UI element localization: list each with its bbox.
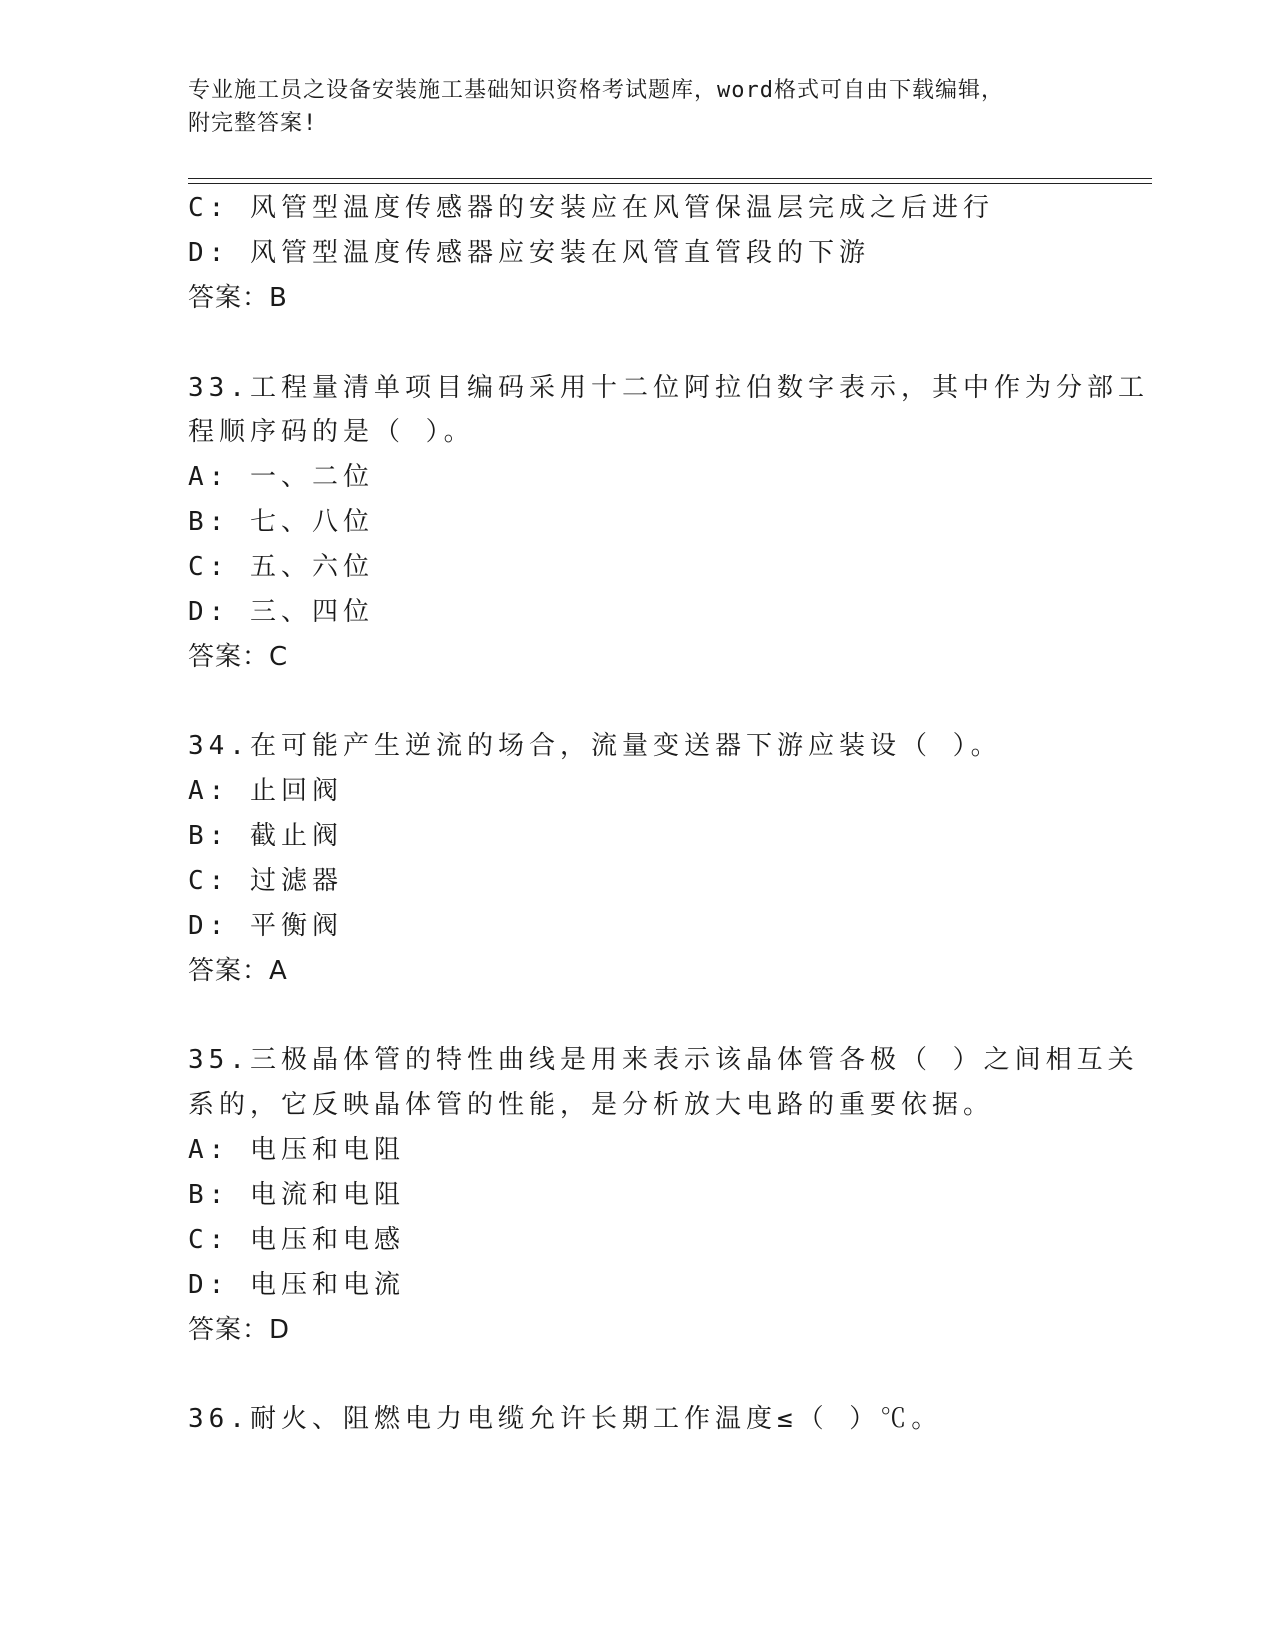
q34-option-b: B: 截止阀	[188, 821, 343, 851]
document-header	[188, 74, 1068, 140]
q33-option-b: B: 七、八位	[188, 507, 374, 537]
q33-option-a: A: 一、二位	[188, 462, 374, 492]
q35-option-a: A: 电压和电阻	[188, 1135, 405, 1165]
prev-question-answer: 答案：B	[188, 283, 288, 313]
q33-stem-line-2: 程顺序码的是（ ）。	[188, 417, 475, 447]
prev-question-option-c: C: 风管型温度传感器的安装应在风管保温层完成之后进行	[188, 193, 994, 223]
header-title-line-1: 专业施工员之设备安装施工基础知识资格考试题库，word格式可自由下载编辑，	[188, 78, 1004, 103]
q34-answer: 答案：A	[188, 956, 288, 986]
q33-answer: 答案：C	[188, 642, 289, 672]
prev-question-option-d: D: 风管型温度传感器应安装在风管直管段的下游	[188, 238, 870, 268]
q35-stem-line-2: 系的，它反映晶体管的性能，是分析放大电路的重要依据。	[188, 1090, 995, 1120]
q34-option-c: C: 过滤器	[188, 866, 343, 896]
q33-stem-line-1: 33.工程量清单项目编码采用十二位阿拉伯数字表示，其中作为分部工	[188, 373, 1149, 403]
header-divider-bottom	[188, 183, 1152, 184]
q35-option-c: C: 电压和电感	[188, 1225, 405, 1255]
q35-answer: 答案：D	[188, 1315, 291, 1345]
q36-stem-line-1: 36.耐火、阻燃电力电缆允许长期工作温度≤（ ）℃。	[188, 1404, 943, 1434]
q33-option-d: D: 三、四位	[188, 597, 374, 627]
q34-option-a: A: 止回阀	[188, 776, 343, 806]
q35-option-b: B: 电流和电阻	[188, 1180, 405, 1210]
q34-stem-line-1: 34.在可能产生逆流的场合，流量变送器下游应装设（ ）。	[188, 731, 1002, 761]
header-divider-top	[188, 178, 1152, 179]
q35-option-d: D: 电压和电流	[188, 1270, 405, 1300]
q35-stem-line-1: 35.三极晶体管的特性曲线是用来表示该晶体管各极（ ）之间相互关	[188, 1045, 1139, 1075]
header-title-line-2: 附完整答案!	[188, 111, 318, 136]
q33-option-c: C: 五、六位	[188, 552, 374, 582]
q34-option-d: D: 平衡阀	[188, 911, 343, 941]
